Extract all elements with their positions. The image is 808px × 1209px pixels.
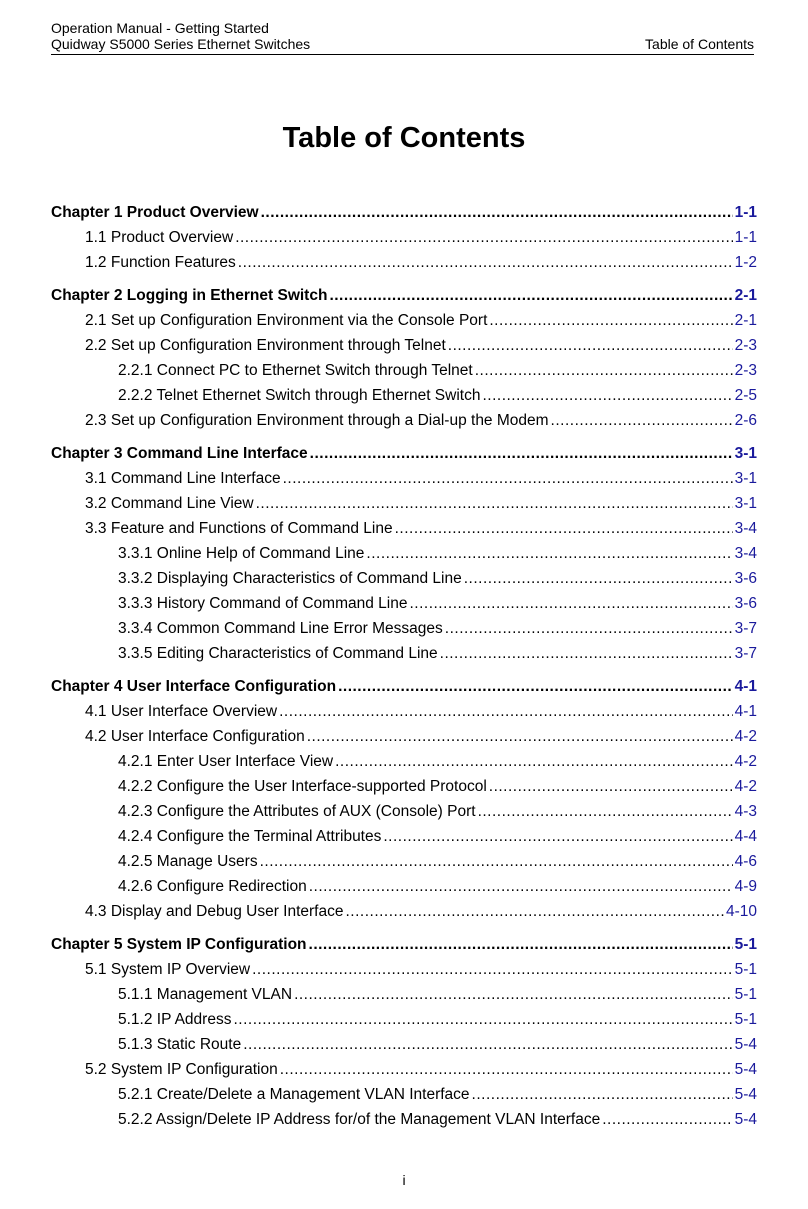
toc-section-entry[interactable] [51,724,757,749]
toc-section-entry[interactable] [51,699,757,724]
toc-entry-title: 1.1 Product Overview [85,229,234,246]
toc-dot-leader [309,874,733,899]
page-header [51,20,754,52]
toc-page-link[interactable]: 1-1 [734,204,757,221]
toc-dot-leader [235,225,732,250]
toc-dot-leader [294,982,733,1007]
toc-entry-title: 4.1 User Interface Overview [85,703,278,720]
toc-entry-title: 5.1.1 Management VLAN [118,986,293,1003]
toc-dot-leader [440,641,733,666]
toc-entry-title: 5.1 System IP Overview [85,961,251,978]
header-section-name: Table of Contents [645,36,754,52]
toc-entry-title: 2.1 Set up Configuration Environment via the Console Port [85,312,488,329]
toc-section-entry[interactable] [51,250,757,275]
toc-section-entry[interactable] [51,308,757,333]
toc-page-link[interactable]: 4-10 [725,903,757,920]
toc-page-link[interactable]: 5-4 [734,1061,757,1078]
toc-section-entry[interactable] [51,641,757,666]
toc-section-entry[interactable] [51,541,757,566]
toc-section-entry[interactable] [51,1032,757,1057]
toc-dot-leader [478,799,733,824]
toc-dot-leader [309,932,733,957]
toc-section-entry[interactable] [51,491,757,516]
toc-dot-leader [489,774,733,799]
toc-page-link[interactable]: 1-1 [734,229,757,246]
toc-section-entry[interactable] [51,774,757,799]
toc-section-entry[interactable] [51,799,757,824]
toc-section-entry[interactable] [51,225,757,250]
toc-entry-title: 1.2 Function Features [85,254,236,271]
toc-page-link[interactable]: 4-1 [734,703,757,720]
toc-page-link[interactable]: 4-9 [734,878,757,895]
toc-entry-title: 5.2.2 Assign/Delete IP Address for/of the Management VLAN Interface [118,1111,601,1128]
toc-entry-title: 3.2 Command Line View [85,495,254,512]
toc-section-entry[interactable] [51,466,757,491]
toc-entry-title: 5.1.2 IP Address [118,1011,232,1028]
toc-entry-title: Chapter 1 Product Overview [51,204,259,221]
toc-section-entry[interactable] [51,749,757,774]
toc-page-link[interactable]: 5-4 [734,1086,757,1103]
toc-chapter-entry[interactable] [51,200,757,225]
page-footer [0,1172,808,1188]
toc-section-entry[interactable] [51,849,757,874]
toc-page-link[interactable]: 3-7 [734,620,757,637]
toc-page-link[interactable]: 4-2 [734,753,757,770]
toc-page-link[interactable]: 5-1 [734,936,757,953]
toc-dot-leader [482,383,732,408]
toc-page-link[interactable]: 5-1 [734,1011,757,1028]
toc-section-entry[interactable] [51,1007,757,1032]
toc-page-link[interactable]: 3-6 [734,595,757,612]
toc-dot-leader [329,283,732,308]
toc-dot-leader [475,358,733,383]
toc-entry-title: 5.2 System IP Configuration [85,1061,278,1078]
toc-entry-title: 2.2 Set up Configuration Environment through Telnet [85,337,446,354]
toc-section-entry[interactable] [51,408,757,433]
toc-dot-leader [383,824,732,849]
toc-dot-leader [395,516,733,541]
toc-page-link[interactable]: 5-4 [734,1111,757,1128]
toc-entry-title: 4.3 Display and Debug User Interface [85,903,344,920]
toc-page-link[interactable]: 3-4 [734,520,757,537]
toc-entry-title: 3.3.3 History Command of Command Line [118,595,408,612]
toc-entry-title: 4.2.6 Configure Redirection [118,878,307,895]
toc-entry-title: 2.3 Set up Configuration Environment through a Dial-up the Modem [85,412,549,429]
toc-entry-title: 4.2.1 Enter User Interface View [118,753,334,770]
toc-page-link[interactable]: 3-7 [734,645,757,662]
toc-dot-leader [409,591,732,616]
toc-entry-title: 5.2.1 Create/Delete a Management VLAN Interface [118,1086,470,1103]
header-manual-title: Operation Manual - Getting Started [51,20,269,36]
toc-chapter-entry[interactable] [51,674,757,699]
toc-dot-leader [233,1007,732,1032]
toc-entry-title: 3.1 Command Line Interface [85,470,281,487]
toc-page-link[interactable]: 5-4 [734,1036,757,1053]
toc-entry-title: 3.3.4 Common Command Line Error Messages [118,620,443,637]
toc-dot-leader [238,250,733,275]
toc-page-link[interactable]: 2-1 [734,312,757,329]
toc-page-link[interactable]: 2-6 [734,412,757,429]
toc-page-link[interactable]: 2-3 [734,337,757,354]
toc-page-link[interactable]: 4-1 [734,678,757,695]
toc-dot-leader [489,308,732,333]
toc-page-link[interactable]: 4-4 [734,828,757,845]
toc-page-link[interactable]: 3-4 [734,545,757,562]
toc-page-link[interactable]: 1-2 [734,254,757,271]
toc-section-entry[interactable] [51,824,757,849]
toc-section-entry[interactable] [51,358,757,383]
toc-entry-title: 4.2.3 Configure the Attributes of AUX (Console) Port [118,803,476,820]
toc-section-entry[interactable] [51,1057,757,1082]
toc-section-entry[interactable] [51,516,757,541]
toc-section-entry[interactable] [51,333,757,358]
toc-dot-leader [283,466,733,491]
toc-page-link[interactable]: 2-1 [734,287,757,304]
toc-dot-leader [602,1107,732,1132]
toc-page-link[interactable]: 3-6 [734,570,757,587]
toc-entry-title: 5.1.3 Static Route [118,1036,242,1053]
toc-dot-leader [345,899,723,924]
header-divider [51,54,754,55]
toc-page-link[interactable]: 4-2 [734,728,757,745]
toc-section-entry[interactable] [51,616,757,641]
toc-dot-leader [261,200,733,225]
toc-entry-title: 3.3.1 Online Help of Command Line [118,545,365,562]
toc-entry-title: 4.2.2 Configure the User Interface-supported Protocol [118,778,487,795]
toc-page-link[interactable]: 4-3 [734,803,757,820]
toc-entry-title: 3.3 Feature and Functions of Command Line [85,520,393,537]
toc-dot-leader [464,566,733,591]
toc-entry-title: 4.2 User Interface Configuration [85,728,305,745]
toc-dot-leader [260,849,733,874]
toc-dot-leader [472,1082,733,1107]
toc-section-entry[interactable] [51,1082,757,1107]
toc-entry-title: Chapter 5 System IP Configuration [51,936,307,953]
page-number: i [402,1172,406,1188]
toc-page-link[interactable]: 3-1 [734,470,757,487]
toc-dot-leader [252,957,732,982]
toc-section-entry[interactable] [51,899,757,924]
toc-dot-leader [243,1032,732,1057]
toc-dot-leader [366,541,732,566]
toc-section-entry[interactable] [51,982,757,1007]
toc-dot-leader [445,616,733,641]
toc-entry-title: 3.3.2 Displaying Characteristics of Command Line [118,570,462,587]
toc-dot-leader [310,441,733,466]
toc-chapter-entry[interactable] [51,932,757,957]
toc-chapter-entry[interactable] [51,283,757,308]
header-product-name: Quidway S5000 Series Ethernet Switches [51,36,311,52]
toc-entry-title: Chapter 2 Logging in Ethernet Switch [51,287,328,304]
toc-section-entry[interactable] [51,383,757,408]
toc-section-entry[interactable] [51,1107,757,1132]
toc-page-link[interactable]: 3-1 [734,495,757,512]
toc-section-entry[interactable] [51,591,757,616]
toc-page-link[interactable]: 5-1 [734,961,757,978]
toc-entry-title: 4.2.4 Configure the Terminal Attributes [118,828,382,845]
toc-dot-leader [551,408,733,433]
toc-list [51,200,757,1132]
toc-dot-leader [256,491,733,516]
toc-entry-title: Chapter 3 Command Line Interface [51,445,308,462]
toc-dot-leader [448,333,733,358]
toc-dot-leader [335,749,732,774]
toc-page-link[interactable]: 2-5 [734,387,757,404]
toc-page-link[interactable]: 4-2 [734,778,757,795]
toc-page-link[interactable]: 3-1 [734,445,757,462]
toc-dot-leader [279,699,732,724]
toc-entry-title: 3.3.5 Editing Characteristics of Command Line [118,645,438,662]
toc-entry-title: 4.2.5 Manage Users [118,853,258,870]
toc-dot-leader [307,724,733,749]
toc-entry-title: 2.2.2 Telnet Ethernet Switch through Ethernet Switch [118,387,481,404]
toc-section-entry[interactable] [51,566,757,591]
toc-dot-leader [338,674,733,699]
toc-page-link[interactable]: 4-6 [734,853,757,870]
toc-chapter-entry[interactable] [51,441,757,466]
toc-entry-title: Chapter 4 User Interface Configuration [51,678,337,695]
toc-dot-leader [280,1057,733,1082]
page-title: Table of Contents [282,122,526,154]
toc-page-link[interactable]: 2-3 [734,362,757,379]
toc-section-entry[interactable] [51,874,757,899]
toc-section-entry[interactable] [51,957,757,982]
toc-entry-title: 2.2.1 Connect PC to Ethernet Switch through Telnet [118,362,473,379]
toc-page-link[interactable]: 5-1 [734,986,757,1003]
